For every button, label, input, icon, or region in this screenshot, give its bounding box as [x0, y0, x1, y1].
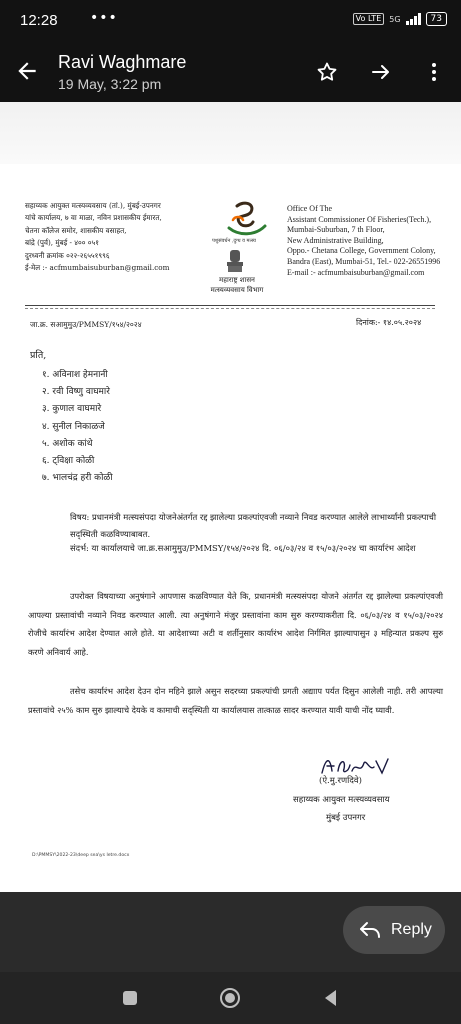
signatory-place: मुंबई उपनगर [326, 813, 366, 823]
reply-label: Reply [391, 921, 432, 938]
list-item: २. रवी विष्णु वाघमारे [42, 387, 110, 398]
office-address-marathi: सहाय्यक आयुक्त मत्स्यव्यवसाय (तां.), मुंबई-उपनगर यांचे कार्यालय, ७ वा माळा, नविन प्रशासकीय ईमारत, चेतना कॉलेज समोर, शासकीय वसाहत, बांद्रे (पुर्व), मुंबई - ४०० ०५१ दुरध्वनी क्रमांक ०२२-२६५५१९९६ ई-मेल :- acfmumbaisuburban@gmail.com [25, 201, 170, 273]
back-arrow-icon[interactable] [14, 58, 40, 84]
reference-number: जा.क्र. सआमुमुउ/PMMSY/१५४/२०२४ [30, 320, 142, 329]
body-paragraph-2: तसेच कार्यारंभ आदेश देउन दोन महिने झाले असुन सदरच्या प्रकल्पांची प्रगती अद्यााप पर्यत दिसुन आलेली नाही. तरी आपल्या प्रस्तावांचे २५% काम सुरु झाल्याचे देयके व कामाची सद्स्थिती या कार्यालयास तात्काळ सादर करण्यात यावी याची नोंद घ्यावी. [28, 686, 443, 715]
message-timestamp: 19 May, 3:22 pm [58, 76, 162, 92]
battery-icon: 73 [426, 12, 447, 26]
scan-top-band [0, 102, 461, 164]
signatory-title: सहाय्यक आयुक्त मत्स्यव्यवसाय [293, 795, 390, 805]
office-address-english: Office Of The Assistant Commissioner Of Fisheries(Tech.), Mumbai-Suburban, 7 th Floor, New Administrative Building, Oppo.- Chetana College, Government Colony, Bandra (East), Mumbai-51, Tel.- 022-26551996 E-mail :- acfmumbaisuburban@gmail.com [287, 204, 441, 277]
letter-date: दिनांक:- १४.०५.२०२४ [356, 318, 422, 327]
forward-icon[interactable] [370, 60, 394, 84]
reply-icon [359, 920, 381, 940]
list-item: ३. कुणाल वाघमारे [42, 404, 102, 415]
app-bar [0, 42, 461, 102]
list-item: ५. अशोक कांथे [42, 438, 93, 449]
status-right-group [353, 12, 447, 26]
to-label: प्रति, [30, 350, 47, 361]
more-vert-icon[interactable] [422, 60, 446, 84]
status-notification-dots: ••• [90, 10, 118, 26]
recent-apps-icon[interactable] [118, 986, 142, 1010]
letter-subject: विषय: प्रधानमंत्री मत्स्यसंपदा योजनेअंतर्गत रद्द झालेल्या प्रकल्पांएवजी नव्याने निवड करण्यात आलेले लाभार्थ्यांनी प्रकल्पाची सद्स्थिती कळविण्याबाबत. [70, 512, 436, 539]
logo-motto: पशुसंवर्धन ,दुग्ध व मत्स्य [212, 238, 256, 244]
header-divider-dashed [25, 308, 435, 309]
list-item: ६. ट्विक्षा कोळी [42, 456, 95, 467]
body-paragraph-1: उपरोक्त विषयाच्या अनुषंगाने आपणास कळविण्यात येते कि, प्रधानमंत्री मत्स्यसंपदा योजने अंतर्गत रद्द झालेल्या प्रकल्पांएवजी आपल्या प्रस्तावांची नव्याने निवड करण्यात आली. त्या अनुषंगाने मंजुर प्रस्तावांना काम सुरु करण्याकरीता दि. ०६/०३/२४ व १५/०३/२०२४ रोजीचे कार्यारंभ आदेश देण्यात आले होते. या आदेशाच्या अटी व शर्तीनुसार कार्यारंभ आदेश निर्गमित झाल्यापासुन ३ महिन्यात प्रकल्प सुरु करणे अनिवार्य आहे. [28, 591, 443, 658]
signatory-name: (ऐ.मु.रणदिवे) [319, 776, 362, 786]
navigation-bar [0, 972, 461, 1024]
home-icon[interactable] [218, 986, 242, 1010]
recipient-list [42, 367, 113, 487]
star-icon[interactable] [315, 60, 339, 84]
volte-icon: Vo LTE [353, 13, 385, 25]
letter-image[interactable] [0, 102, 461, 892]
sender-name: Ravi Waghmare [58, 52, 187, 72]
network-type: 5G [389, 14, 401, 24]
letter-reference: संदर्भ: या कार्यालयाचे जा.क्र.सआमुमुउ/PMMSY/१५४/२०२४ दि. ०६/०३/२४ व १५/०३/२०२४ चा कार्यारंभ आदेश [70, 543, 416, 553]
back-icon[interactable] [319, 986, 343, 1010]
header-divider [25, 305, 435, 306]
list-item: ४. सुनील निकाळजे [42, 421, 105, 432]
department-name: महाराष्ट्र शासन मत्स्यव्यवसाय विभाग [210, 276, 264, 294]
reply-button[interactable] [343, 906, 445, 954]
status-bar [0, 0, 461, 42]
state-emblem-icon [224, 248, 246, 274]
file-path: D:\PMMSY\2022-23\deep sea\ys letre.docx [32, 853, 130, 858]
signal-icon [406, 13, 421, 25]
department-logo-icon [215, 200, 275, 240]
list-item: ७. भालचंद्र हरी कोळी [42, 473, 113, 484]
list-item: १. अविनाश हेमनानी [42, 370, 108, 380]
status-time: 12:28 [20, 12, 58, 29]
